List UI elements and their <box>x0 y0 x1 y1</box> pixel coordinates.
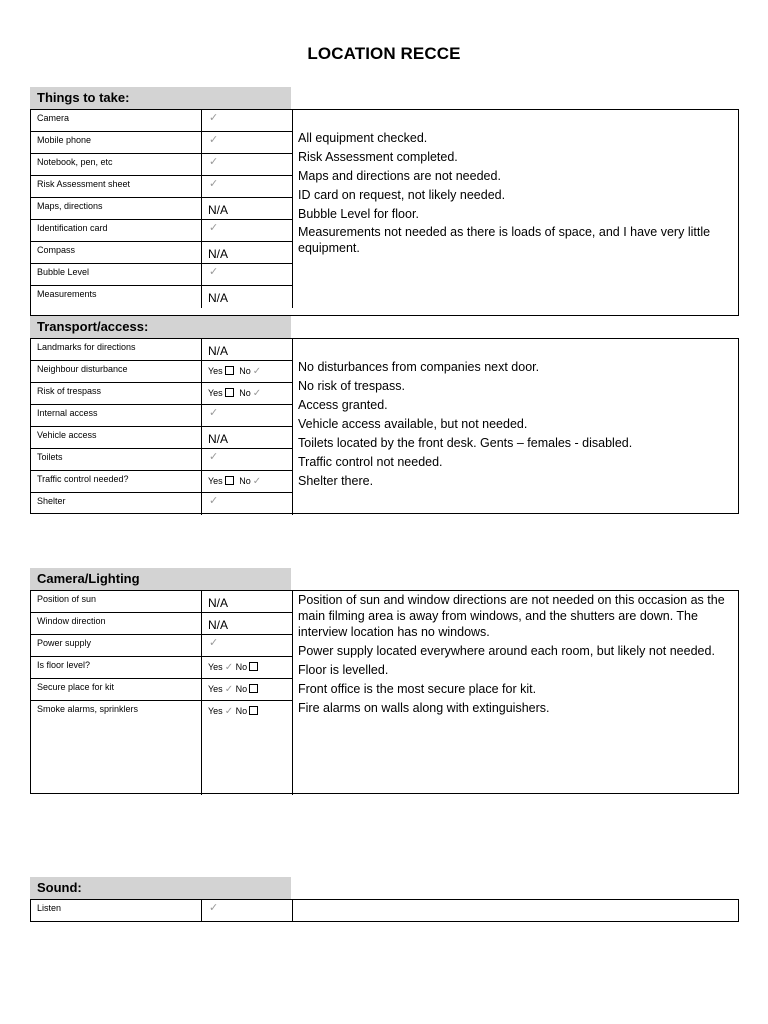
status-column <box>201 591 293 795</box>
yes-label: Yes <box>208 684 223 694</box>
section-header-camera-lighting: Camera/Lighting <box>30 568 291 590</box>
camera-lighting-table <box>30 590 739 794</box>
item-status <box>201 383 292 405</box>
na-text: N/A <box>208 203 229 217</box>
item-status <box>201 198 292 220</box>
note-line: No disturbances from companies next door. <box>298 360 540 374</box>
item-status <box>201 220 292 242</box>
note-line: Traffic control not needed. <box>298 455 443 469</box>
item-status <box>201 900 292 921</box>
no-label: No <box>235 706 248 716</box>
item-label: Secure place for kit <box>31 679 201 701</box>
check-mark-icon: ✓ <box>252 388 262 399</box>
check-mark-icon: ✓ <box>209 266 219 278</box>
item-label: Identification card <box>31 220 201 242</box>
item-status <box>201 635 292 657</box>
item-label: Camera <box>31 110 201 132</box>
status-column <box>201 110 293 308</box>
yes-no-field <box>208 684 261 695</box>
note-line: All equipment checked. <box>298 131 428 145</box>
item-status <box>201 339 292 361</box>
checkbox-icon <box>249 706 258 715</box>
item-status <box>201 361 292 383</box>
item-label: Power supply <box>31 635 201 657</box>
item-status <box>201 471 292 493</box>
note-line: Risk Assessment completed. <box>298 150 458 164</box>
item-label: Is floor level? <box>31 657 201 679</box>
yes-no-field <box>208 706 261 717</box>
na-text: N/A <box>208 344 229 358</box>
item-label: Vehicle access <box>31 427 201 449</box>
item-status <box>201 427 292 449</box>
item-label: Internal access <box>31 405 201 427</box>
item-label: Risk of trespass <box>31 383 201 405</box>
note-line: Toilets located by the front desk. Gents – females - disabled. <box>298 436 633 450</box>
item-status <box>201 132 292 154</box>
checkbox-icon <box>225 476 234 485</box>
yes-no-field <box>208 366 261 377</box>
item-label: Notebook, pen, etc <box>31 154 201 176</box>
item-status <box>201 679 292 701</box>
no-label: No <box>239 388 251 398</box>
yes-label: Yes <box>208 366 223 376</box>
yes-no-field <box>208 476 261 487</box>
check-mark-icon: ✓ <box>209 451 219 463</box>
yes-no-field <box>208 388 261 399</box>
item-status <box>201 613 292 635</box>
section-header-sound: Sound: <box>30 877 291 899</box>
check-mark-icon: ✓ <box>209 134 219 146</box>
item-label: Toilets <box>31 449 201 471</box>
check-mark-icon: ✓ <box>209 637 219 649</box>
check-mark-icon: ✓ <box>252 476 262 487</box>
na-text: N/A <box>208 291 229 305</box>
na-text: N/A <box>208 596 229 610</box>
note-line: Power supply located everywhere around each room, but likely not needed. <box>298 644 715 658</box>
no-label: No <box>239 366 251 376</box>
check-mark-icon: ✓ <box>224 706 234 717</box>
check-mark-icon: ✓ <box>209 222 219 234</box>
item-label-column <box>31 900 202 921</box>
notes-cell <box>292 339 738 513</box>
yes-label: Yes <box>208 662 223 672</box>
section-header-transport-access: Transport/access: <box>30 316 291 338</box>
check-mark-icon: ✓ <box>224 684 234 695</box>
note-line: Position of sun and window directions are not needed on this occasion as the main filming area is away from windows, and the shutters are down. The interview location has no windows. <box>298 593 725 639</box>
item-label: Position of sun <box>31 591 201 613</box>
item-status <box>201 405 292 427</box>
item-label: Smoke alarms, sprinklers <box>37 704 139 714</box>
no-label: No <box>235 662 248 672</box>
check-mark-icon: ✓ <box>209 178 219 190</box>
document-title: LOCATION RECCE <box>307 44 461 63</box>
item-status <box>201 154 292 176</box>
note-line: Bubble Level for floor. <box>298 207 419 221</box>
item-label: Risk Assessment sheet <box>31 176 201 198</box>
item-label: Window direction <box>31 613 201 635</box>
no-label: No <box>235 684 248 694</box>
item-label-column <box>31 591 202 795</box>
notes-cell <box>292 591 738 793</box>
check-mark-icon: ✓ <box>209 112 219 124</box>
item-label-column <box>31 339 202 515</box>
note-line: Vehicle access available, but not needed. <box>298 417 528 431</box>
item-status <box>201 242 292 264</box>
checkbox-icon <box>249 662 258 671</box>
check-mark-icon: ✓ <box>209 156 219 168</box>
item-status <box>201 701 292 795</box>
item-status <box>201 286 292 308</box>
transport-access-table <box>30 338 739 514</box>
item-label: Landmarks for directions <box>31 339 201 361</box>
section-header-things-to-take: Things to take: <box>30 87 291 109</box>
sound-table <box>30 899 739 922</box>
status-column <box>201 339 293 515</box>
note-line: Access granted. <box>298 398 388 412</box>
item-label: Mobile phone <box>31 132 201 154</box>
item-label: Maps, directions <box>31 198 201 220</box>
note-line: No risk of trespass. <box>298 379 405 393</box>
no-label: No <box>239 476 251 486</box>
notes-cell <box>292 110 738 315</box>
note-line: Floor is levelled. <box>298 663 389 677</box>
item-status <box>201 264 292 286</box>
yes-label: Yes <box>208 706 223 716</box>
item-status <box>201 449 292 471</box>
notes-cell <box>292 900 738 921</box>
check-mark-icon: ✓ <box>209 495 219 507</box>
item-status <box>201 657 292 679</box>
note-line: Measurements not needed as there is loads of space, and I have very little equipment. <box>298 225 711 255</box>
check-mark-icon: ✓ <box>224 662 234 673</box>
item-label: Neighbour disturbance <box>31 361 201 383</box>
item-label: Listen <box>37 903 62 913</box>
item-label-column <box>31 110 202 308</box>
item-status <box>201 591 292 613</box>
item-status <box>201 110 292 132</box>
note-line: Fire alarms on walls along with extinguishers. <box>298 701 550 715</box>
item-status <box>201 176 292 198</box>
note-line: Shelter there. <box>298 474 374 488</box>
item-label: Compass <box>31 242 201 264</box>
check-mark-icon: ✓ <box>209 902 219 914</box>
checkbox-icon <box>225 388 234 397</box>
yes-label: Yes <box>208 388 223 398</box>
note-line: Maps and directions are not needed. <box>298 169 501 183</box>
checkbox-icon <box>225 366 234 375</box>
item-label: Traffic control needed? <box>31 471 201 493</box>
na-text: N/A <box>208 247 229 261</box>
status-column <box>201 900 293 921</box>
checkbox-icon <box>249 684 258 693</box>
item-status <box>201 493 292 515</box>
check-mark-icon: ✓ <box>209 407 219 419</box>
na-text: N/A <box>208 432 229 446</box>
item-label: Measurements <box>37 289 97 299</box>
note-line: Front office is the most secure place for kit. <box>298 682 537 696</box>
item-label: Shelter <box>37 496 66 506</box>
yes-no-field <box>208 662 261 673</box>
things-to-take-table <box>30 109 739 316</box>
item-label: Bubble Level <box>31 264 201 286</box>
yes-label: Yes <box>208 476 223 486</box>
note-line: ID card on request, not likely needed. <box>298 188 506 202</box>
check-mark-icon: ✓ <box>252 366 262 377</box>
na-text: N/A <box>208 618 229 632</box>
